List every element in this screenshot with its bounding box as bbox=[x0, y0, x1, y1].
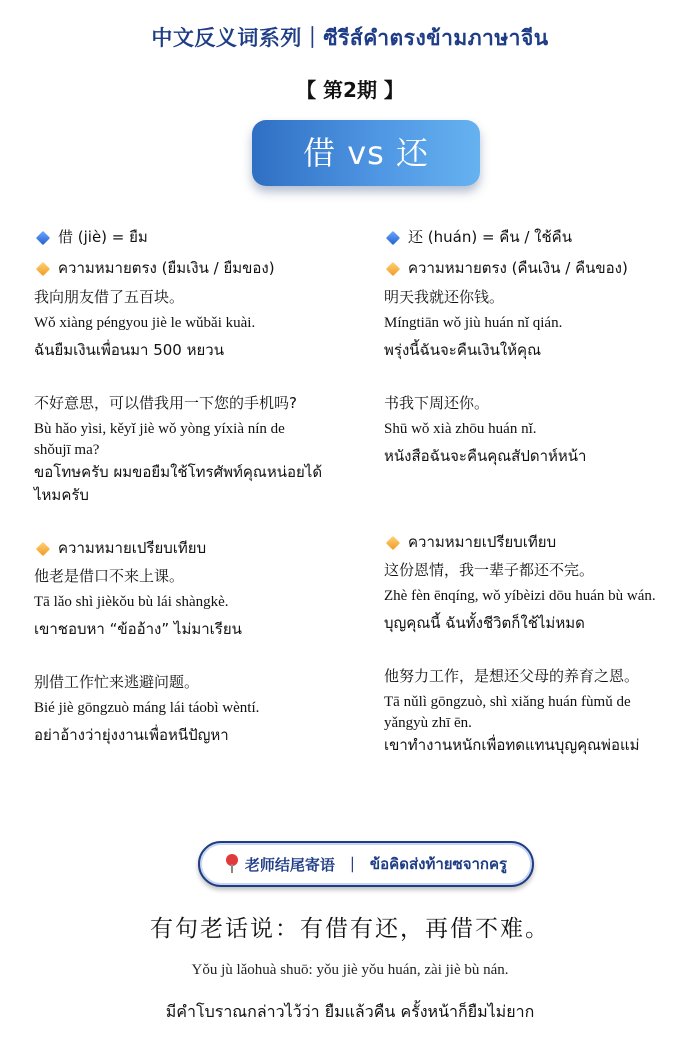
teacher-note-separator: ｜ bbox=[344, 855, 360, 874]
left-example-3: 他老是借口不来上课。 Tā lǎo shì jièkǒu bù lái shàngkè. เขาชอบหา “ข้ออ้าง” ไม่มาเรียน bbox=[34, 567, 242, 638]
teacher-note-zh: 老师结尾寄语 bbox=[244, 855, 335, 874]
left-example-4: 别借工作忙来逃避问题。 Bié jiè gōngzuò máng lái táobì wèntí. อย่าอ้างว่ายุ่งงานเพื่อหนีปัญหา bbox=[34, 673, 260, 744]
orange-diamond-icon bbox=[386, 261, 400, 275]
orange-diamond-icon bbox=[386, 535, 400, 549]
pin-icon bbox=[225, 854, 239, 874]
orange-diamond-icon bbox=[36, 261, 50, 275]
right-literal-heading: ความหมายตรง (คืนเงิน / คืนของ) bbox=[384, 257, 694, 280]
right-example-3: 这份恩情，我一辈子都还不完。 Zhè fèn ēnqíng, wǒ yíbèizi dōu huán bù wán. บุญคุณนี้ ฉันทั้งชีวิตก็ใช้ไม่หมด bbox=[384, 561, 656, 632]
blue-diamond-icon bbox=[386, 230, 400, 244]
right-column bbox=[384, 226, 694, 757]
right-example-1: 明天我就还你钱。 Míngtiān wǒ jiù huán nǐ qián. พรุ่งนี้ฉันจะคืนเงินให้คุณ bbox=[384, 288, 563, 359]
teacher-note-badge bbox=[198, 841, 534, 887]
proverb-thai: มีคำโบราณกล่าวไว้ว่า ยืมแล้วคืน ครั้งหน้าก็ยืมไม่ยาก bbox=[165, 1002, 535, 1021]
issue-label: 【 第2期 】 bbox=[296, 78, 404, 102]
right-example-4: 他努力工作，是想还父母的养育之恩。 Tā nǔlì gōngzuò, shì xiǎng huán fùmǔ de yǎngyù zhī ēn. เขาทำงานหนักเพื่อทดแทนบุญคุณพ่อแม่ bbox=[384, 667, 640, 754]
left-example-1: 我向朋友借了五百块。 Wǒ xiàng péngyou jiè le wǔbǎi kuài. ฉันยืมเงินเพื่อนมา 500 หยวน bbox=[34, 288, 256, 359]
right-word-heading: 还 (huán) = คืน / ใช้คืน bbox=[384, 226, 694, 249]
proverb-pinyin: Yǒu jù lǎohuà shuō: yǒu jiè yǒu huán, zài jiè bù nán. bbox=[191, 962, 509, 978]
left-example-2: 不好意思，可以借我用一下您的手机吗? Bù hǎo yìsi, kěyǐ jiè wǒ yòng yíxià nín de shǒujī ma? ขอโทษครับ ผมขอยืมใช้โทรศัพท์คุณหน่อยได้ ไหมครับ bbox=[34, 394, 323, 504]
proverb-chinese: 有句老话说：有借有还，再借不难。 bbox=[150, 916, 550, 942]
orange-diamond-icon bbox=[36, 541, 50, 555]
page-title: 中文反义词系列｜ซีรีส์คำตรงข้ามภาษาจีน bbox=[151, 26, 549, 50]
left-word-heading: 借 (jiè) = ยืม bbox=[34, 226, 344, 249]
left-figurative-heading: ความหมายเปรียบเทียบ bbox=[34, 537, 344, 560]
left-literal-heading: ความหมายตรง (ยืมเงิน / ยืมของ) bbox=[34, 257, 344, 280]
right-figurative-heading: ความหมายเปรียบเทียบ bbox=[384, 531, 694, 554]
teacher-note-th: ข้อคิดส่งท้ายซจากครู bbox=[369, 855, 508, 873]
right-example-2: 书我下周还你。 Shū wǒ xià zhōu huán nǐ. หนังสือฉันจะคืนคุณสัปดาห์หน้า bbox=[384, 394, 587, 465]
blue-diamond-icon bbox=[36, 230, 50, 244]
title-banner: 借 vs 还 bbox=[252, 120, 480, 186]
left-column bbox=[34, 226, 344, 747]
